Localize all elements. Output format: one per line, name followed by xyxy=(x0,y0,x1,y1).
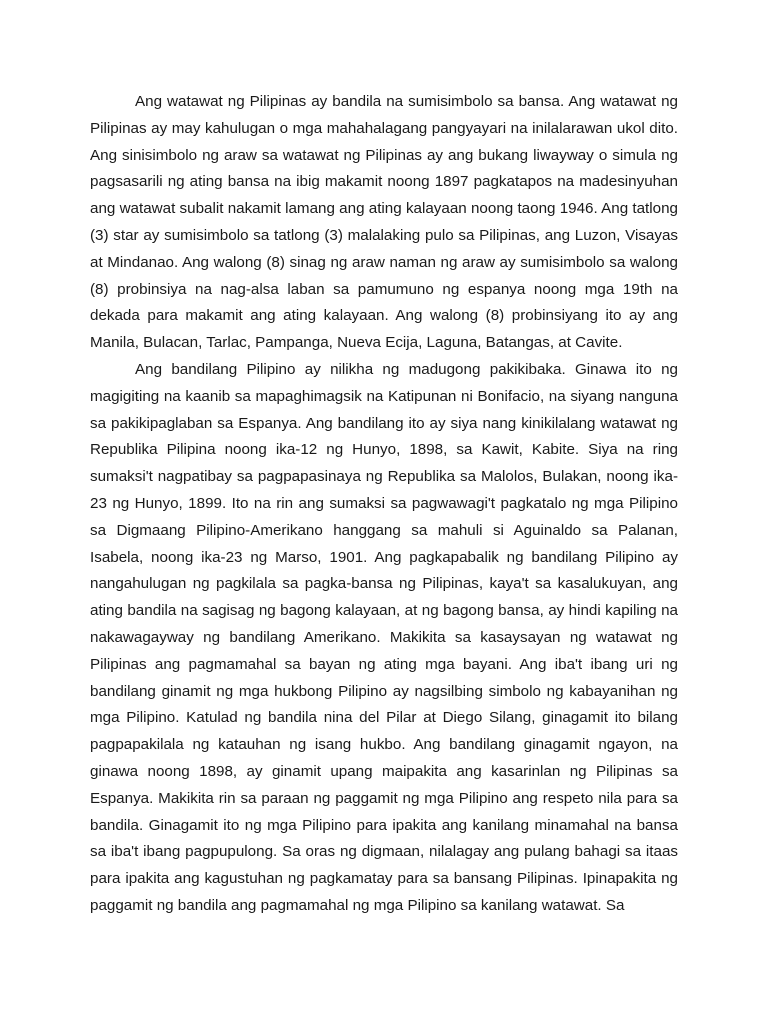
paragraph-flag-symbolism: Ang watawat ng Pilipinas ay bandila na sumisimbolo sa bansa. Ang watawat ng Pilipinas ay may kahulugan o mga mahahalagang pangyayari na inilalarawan ukol dito. Ang sinisimbolo ng araw sa watawat ng Pilipinas ay ang bukang liwayway o simula ng pagsasarili ng ating bansa na ibig makamit noong 1897 pagkatapos na madesinyuhan ang watawat subalit nakamit lamang ang ating kalayaan noong taong 1946. Ang tatlong (3) star ay sumisimbolo sa tatlong (3) malalaking pulo sa Pilipinas, ang Luzon, Visayas at Mindanao. Ang walong (8) sinag ng araw naman ng araw ay sumisimbolo sa walong (8) probinsiya na nag-alsa laban sa pamumuno ng espanya noong mga 19th na dekada para makamit ang ating kalayaan. Ang walong (8) probinsiyang ito ay ang Manila, Bulacan, Tarlac, Pampanga, Nueva Ecija, Laguna, Batangas, at Cavite. xyxy=(90,93,678,352)
document-page xyxy=(90,89,678,920)
paragraph-flag-history: Ang bandilang Pilipino ay nilikha ng madugong pakikibaka. Ginawa ito ng magigiting na kaanib sa mapaghimagsik na Katipunan ni Bonifacio, na siyang nanguna sa pakikipaglaban sa Espanya. Ang bandilang ito ay siya nang kinikilalang watawat ng Republika Pilipina noong ika-12 ng Hunyo, 1898, sa Kawit, Kabite. Siya na ring sumaksi't nagpatibay sa pagpapasinaya ng Republika sa Malolos, Bulakan, noong ika-23 ng Hunyo, 1899. Ito na rin ang sumaksi sa pagwawagi't pagkatalo ng mga Pilipino sa Digmaang Pilipino-Amerikano hanggang sa mahuli si Aguinaldo sa Palanan, Isabela, noong ika-23 ng Marso, 1901. Ang pagkapabalik ng bandilang Pilipino ay nangahulugan ng pagkilala sa pagka-bansa ng Pilipinas, kaya't sa kasalukuyan, ang ating bandila na sagisag ng bagong kalayaan, at ng bagong bansa, ay hindi kapiling na nakawagayway ng bandilang Amerikano. Makikita sa kasaysayan ng watawat ng Pilipinas ang pagmamahal sa bayan ng ating mga bayani. Ang iba't ibang uri ng bandilang ginamit ng mga hukbong Pilipino ay nagsilbing simbolo ng kabayanihan ng mga Pilipino. Katulad ng bandila nina del Pilar at Diego Silang, ginagamit ito bilang pagpapakilala ng katauhan ng isang hukbo. Ang bandilang ginagamit ngayon, na ginawa noong 1898, ay ginamit upang maipakita ang kasarinlan ng Pilipinas sa Espanya. Makikita rin sa paraan ng paggamit ng mga Pilipino ang respeto nila para sa bandila. Ginagamit ito ng mga Pilipino para ipakita ang kanilang minamahal na bansa sa iba't ibang pagpupulong. Sa oras ng digmaan, nilalagay ang pulang bahagi sa itaas para ipakita ang kagustuhan ng pagkamatay para sa bansang Pilipinas. Ipinapakita ng paggamit ng bandila ang pagmamahal ng mga Pilipino sa kanilang watawat. Sa xyxy=(90,360,678,914)
